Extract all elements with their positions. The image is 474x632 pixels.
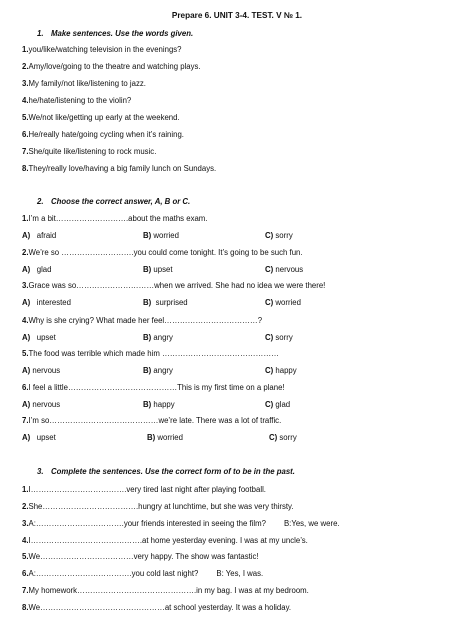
item-number: 5. [22, 552, 29, 561]
question-number: 1. [22, 214, 29, 223]
item-number: 4. [22, 96, 29, 105]
question-text: Grace was so…………………………when we arrived. She had no idea we were there! [28, 281, 326, 290]
section-heading-text: Make sentences. Use the words given. [51, 29, 194, 38]
option-c: C) glad [265, 400, 291, 409]
item-number: 4. [22, 536, 29, 545]
sentence-item [22, 536, 308, 545]
option-c: C) sorry [269, 433, 297, 442]
item-number: 8. [22, 164, 29, 173]
section-2-heading [37, 197, 190, 206]
sentence-item [22, 603, 291, 612]
item-number: 8. [22, 603, 29, 612]
item-text: We/not like/getting up early at the weekend. [28, 113, 180, 122]
item-text: She/quite like/listening to rock music. [28, 147, 157, 156]
question-item [22, 214, 207, 223]
option-c: C) sorry [265, 231, 293, 240]
section-1-heading [37, 29, 193, 38]
section-number: 3. [37, 467, 44, 476]
question-item [22, 248, 303, 257]
option-a: A) upset [22, 433, 56, 442]
item-text: We………………………………very happy. The show was fantastic! [28, 552, 259, 561]
item-number: 3. [22, 79, 29, 88]
sentence-item [22, 552, 259, 561]
option-b: B) angry [143, 333, 173, 342]
question-text: I’m a bit……………………….about the maths exam. [28, 214, 208, 223]
item-text: My homework……………………………………….in my bag. I was at my bedroom. [28, 586, 309, 595]
question-text: We’re so ……………………….you could come tonight. It’s going to be such fun. [28, 248, 303, 257]
item-number: 2. [22, 502, 29, 511]
sentence-item [22, 45, 182, 54]
item-number: 5. [22, 113, 29, 122]
item-text: A:…………………………….your friends interested in seeing the film? [28, 519, 266, 528]
sentence-item [22, 147, 156, 156]
item-answer: B: Yes, I was. [216, 569, 264, 578]
option-c: C) nervous [265, 265, 304, 274]
question-number: 6. [22, 383, 29, 392]
question-number: 3. [22, 281, 29, 290]
sentence-item [22, 130, 184, 139]
item-number: 6. [22, 569, 29, 578]
option-c: C) worried [265, 298, 301, 307]
item-text: he/hate/listening to the violin? [28, 96, 132, 105]
option-a: A) upset [22, 333, 56, 342]
item-number: 1. [22, 485, 29, 494]
option-a: A) interested [22, 298, 71, 307]
sentence-item [22, 164, 216, 173]
sentence-item [22, 519, 340, 528]
sentence-item [22, 96, 131, 105]
question-number: 2. [22, 248, 29, 257]
item-number: 3. [22, 519, 29, 528]
item-number: 6. [22, 130, 29, 139]
question-item [22, 316, 262, 325]
section-3-heading [37, 467, 295, 476]
option-c: C) happy [265, 366, 297, 375]
option-c: C) sorry [265, 333, 293, 342]
sentence-item [22, 569, 263, 578]
item-text: He/really hate/going cycling when it’s raining. [28, 130, 184, 139]
option-b: B) worried [147, 433, 183, 442]
item-text: We…………………………………………at school yesterday. It was a holiday. [28, 603, 292, 612]
option-a: A) glad [22, 265, 52, 274]
page-title: Prepare 6. UNIT 3-4. TEST. V № 1. [171, 11, 303, 20]
item-text: My family/not like/listening to jazz. [28, 79, 146, 88]
question-text: I feel a little……………………………………This is my first time on a plane! [28, 383, 285, 392]
question-text: Why is she crying? What made her feel………………………………? [28, 316, 263, 325]
question-text: The food was terrible which made him ……………………………………… [28, 349, 279, 358]
item-number: 1. [22, 45, 29, 54]
question-text: I’m so……………………………………we’re late. There was a lot of traffic. [28, 416, 282, 425]
option-a: A) nervous [22, 366, 61, 375]
option-b: B) upset [143, 265, 173, 274]
sentence-item [22, 502, 294, 511]
section-number: 1. [37, 29, 44, 38]
item-text: I…………………………………….at home yesterday evening. I was at my uncle’s. [28, 536, 308, 545]
item-text: They/really love/having a big family lunch on Sundays. [28, 164, 217, 173]
option-a: A) nervous [22, 400, 61, 409]
section-heading-text: Complete the sentences. Use the correct form of to be in the past. [51, 467, 295, 476]
item-text: A:……………………………….you cold last night? [28, 569, 199, 578]
question-item [22, 416, 281, 425]
item-number: 7. [22, 147, 29, 156]
question-number: 5. [22, 349, 29, 358]
item-number: 7. [22, 586, 29, 595]
question-item [22, 281, 325, 290]
option-b: B) surprised [143, 298, 188, 307]
section-number: 2. [37, 197, 44, 206]
sentence-item [22, 586, 309, 595]
item-number: 2. [22, 62, 29, 71]
item-text: She……………………………….hungry at lunchtime, but she was very thirsty. [28, 502, 294, 511]
sentence-item [22, 485, 266, 494]
option-b: B) happy [143, 400, 175, 409]
question-number: 7. [22, 416, 29, 425]
sentence-item [22, 113, 180, 122]
sentence-item [22, 62, 201, 71]
item-answer: B:Yes, we were. [283, 519, 340, 528]
option-b: B) angry [143, 366, 173, 375]
question-item [22, 383, 285, 392]
option-a: A) afraid [22, 231, 57, 240]
question-item [22, 349, 279, 358]
item-text: Amy/love/going to the theatre and watching plays. [28, 62, 201, 71]
item-text: you/like/watching television in the evenings? [28, 45, 182, 54]
option-b: B) worried [143, 231, 179, 240]
item-text: I……………………………….very tired last night after playing football. [28, 485, 266, 494]
sentence-item [22, 79, 146, 88]
section-heading-text: Choose the correct answer, A, B or C. [51, 197, 191, 206]
question-number: 4. [22, 316, 29, 325]
